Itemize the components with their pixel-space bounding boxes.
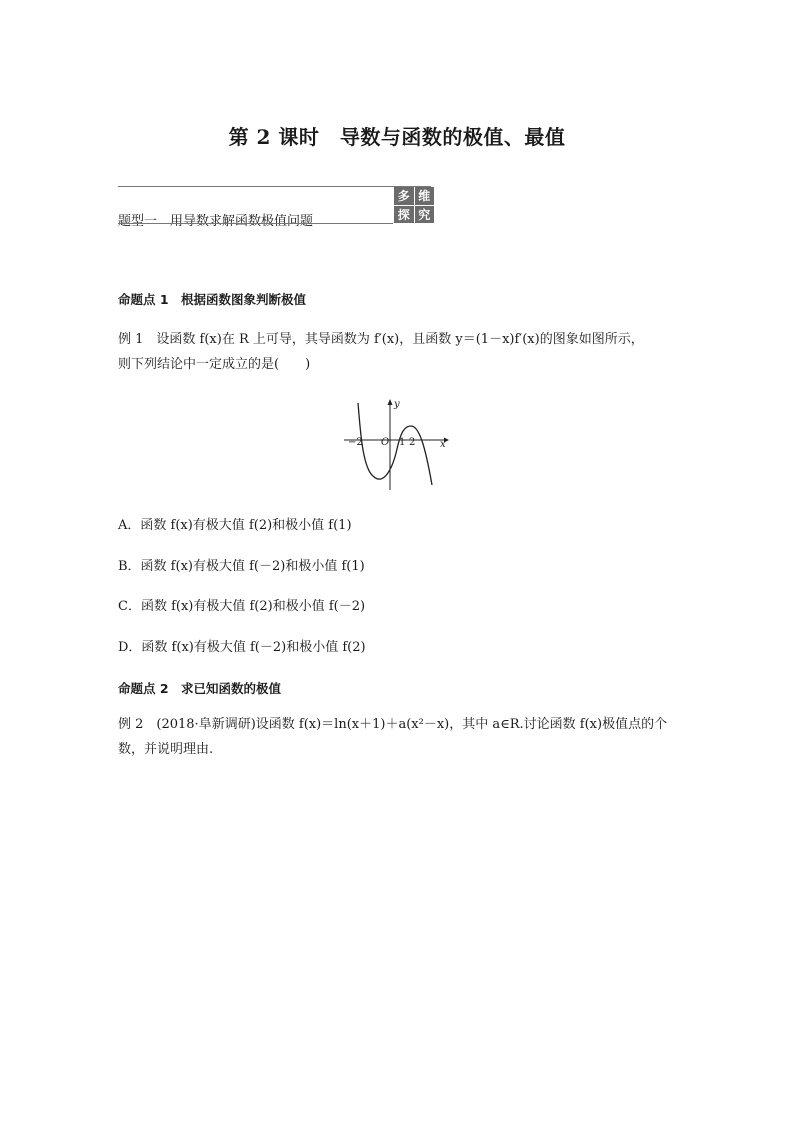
point-heading-1: 命题点 1 根据函数图象判断极值 — [118, 292, 307, 307]
curve-y-equals-1-minus-x-times-fprime — [358, 403, 432, 485]
option-a[interactable]: A．函数 f(x)有极大值 f(2)和极小值 f(1) — [118, 518, 352, 533]
y-axis-label: y — [394, 399, 400, 410]
section-badge — [394, 187, 434, 223]
tick-label-neg2: −2 — [348, 437, 363, 448]
example-1-line-1: 例 1 设函数 f(x)在 R 上可导，其导函数为 f′(x)，且函数 y＝(1－x)f′(x)的图象如图所示， — [118, 332, 644, 347]
badge-char: 维 — [415, 187, 435, 205]
tick-label-1: 1 — [399, 437, 406, 448]
example-2-line-1: 例 2 (2018·阜新调研)设函数 f(x)＝ln(x＋1)＋a(x²－x)，其中 a∈R.讨论函数 f(x)极值点的个 — [118, 717, 668, 732]
example-2-line-2: 数，并说明理由. — [118, 742, 214, 757]
option-c[interactable]: C．函数 f(x)有极大值 f(2)和极小值 f(－2) — [118, 599, 366, 614]
section-title: 题型一 用导数求解函数极值问题 — [118, 214, 314, 229]
section-bottom-rule — [118, 223, 393, 224]
point-heading-2: 命题点 2 求已知函数的极值 — [118, 681, 282, 696]
example-1-line-2: 则下列结论中一定成立的是( ) — [118, 357, 311, 372]
derivative-graph-figure — [340, 395, 450, 495]
example-1 — [118, 327, 678, 377]
y-axis-arrow-icon — [388, 399, 393, 405]
badge-char: 究 — [415, 206, 435, 224]
example-2 — [118, 712, 678, 762]
badge-char: 探 — [394, 206, 414, 224]
section-top-rule — [118, 186, 431, 187]
option-d[interactable]: D．函数 f(x)有极大值 f(－2)和极小值 f(2) — [118, 640, 366, 655]
badge-char: 多 — [394, 187, 414, 205]
page-title: 第 2 课时 导数与函数的极值、最值 — [228, 125, 566, 149]
x-axis-label: x — [440, 439, 446, 450]
option-b[interactable]: B．函数 f(x)有极大值 f(－2)和极小值 f(1) — [118, 559, 365, 574]
origin-label: O — [381, 437, 390, 448]
tick-label-2: 2 — [409, 437, 416, 448]
